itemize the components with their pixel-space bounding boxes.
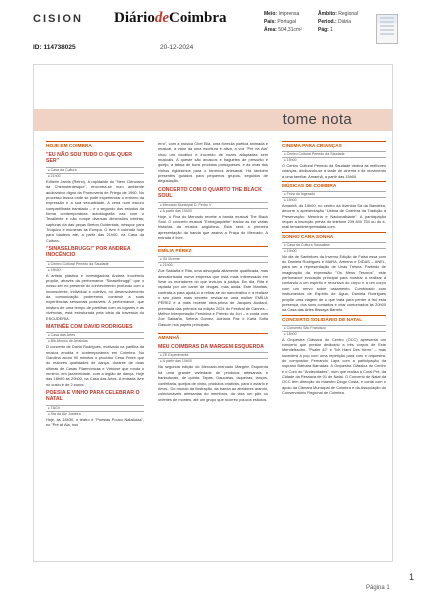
newspaper-page — [33, 64, 393, 562]
article-body: Edhelin Jarvis (Reino), à rapidalide do "Nem Ciênciano da Chemoterdesque", encontra-se num ambiente audiovisivo digno da Promoveria de Priego de 1960. No processo busca onde se pode experienciar o entorno da expressão e a sua sexualidade. A cena num escuro compartilhada transtado – é o segundo dos estudos da forma contemporânea autobiografia nas com o Tecaliente e não rompe diversas dimensões inteiras; capturas da das peças Breton Ocidentais, nesspor para Tróquico e inúmeras às Europa. O livro é cobrado hoje para Idadecs até, a partir das 21h00, na Casa da Cultura. — [46, 178, 144, 243]
venue-tag: ■ ZE Experimenta — [158, 352, 268, 358]
pag-value: 1 — [330, 27, 334, 33]
article-body: erro", com a música Chef Ella, uma fórmula poética animada e musical, a valor da uma escritura e ativa, a voz "Pré na Ala" chou um vocálico e incorrido de vozes adaptadas sem musicais. A queste são arcaicos e baguetes de presunto e queijo, a tábua de bons produtos portugueses, e às uvas dos vinhos rigidísimos para o terrenos artesanal. Há também presentes guiados para pequenos grupos, seguidos de degustação. — [158, 141, 268, 184]
time-tag: ■ Bib Afonso de Arraiolas — [46, 338, 144, 344]
cision-logo: CISION — [33, 13, 83, 25]
article-body: A Orquestra Clássica do Centro (OCC) apresenta um concerto que prestar dedicado a três corpos de Este Mendelssohn. "Psalm 42" e "Ich Harrt Des Herrn" – mas sucederá à pop com uma repetição para coro e orquestra, do compositor Fernando Lapa com a participação da soprano Bárbara Barradas. A Orquestra Clássica do Centro e o Coro do "Andecidades", num que realiza a Coral Pré, da Cidade da Ressaca de 01 de Natal. O Concerto de Natal da OCC tem direcção do maestro Diogo Costa, e conta com o apoio da Câmara Municipal de Coimbra e da Associação do Conservatório Regional de Coimbra. — [282, 336, 386, 395]
article-title: POESIA E VINHO PARA CELEBRAR O NATAL — [46, 390, 140, 403]
article-title: MATINÉE COM DAVID RODRIGUES — [46, 323, 133, 330]
period-label: Period.: — [318, 19, 337, 25]
article-body: No dia de Sanfelices da Inverno Edição de Faixa essa com do Daniela Rodrigues e MARA, Arthena e DIDAS – ANEL, para ser a representação de Unas Trésna. Partindo de imaginação da expressão "Os Meus Tesoros", este perfomance evocação principal para mostrar a realizar a contando a um espírito e recursiva do corpo e a um corpo com um nervo sobre casamento. Combinado com instrumentos de Espírito de Água, Daniela Rodrigues propõe uma viagem de o que trata para perder a frui esta presença, dos sons contados e criar contornados às 20h00 na Casa das Artes Bissaya Barreto. — [282, 253, 386, 313]
time-tag: ■ A partir das 10h00 — [158, 208, 268, 214]
section-heading: MÚSICAS DE COIMBRA — [282, 181, 386, 189]
article-title: MEU COIMBRAS DA MARGEM ESQUERDA — [158, 344, 264, 351]
page-number: 1 — [409, 572, 415, 582]
column-2 — [158, 141, 268, 551]
article-body: Hoje, às 18h30, o teatro é "Poesias Pouco Natalícias", no "Pré at Ala, nos — [46, 416, 144, 428]
pag-label: Pág: — [318, 27, 329, 33]
section-heading: AMANHÃ — [158, 333, 268, 341]
logo-part-coimbra: Coimbra — [169, 10, 227, 26]
venue-tag: ■ Gil Vicente — [158, 256, 268, 262]
venue-tag: ■ Centro Cultural Penedo da Saudade — [282, 151, 386, 157]
article-body: Hoje, o Fixa do Mercado recebe a banda musical The Black Soul. O concerto musical "Entregaquiétie" traduz as em várias histórias da música anglófona. Está será a primeira apresentação da banda que assina a Praça do Mercado. A entrada é livre. — [158, 213, 268, 240]
area-label: Área: — [264, 27, 277, 33]
article-title: "EU NÃO SOU TUDO O QUE QUER SER" — [46, 152, 133, 165]
column-3 — [282, 141, 386, 551]
time-tag: ■ 21h00 — [158, 262, 268, 268]
venue-tag: ■ Convento São Francisco — [282, 325, 386, 331]
ambito-value: Regional — [338, 11, 359, 17]
article-body: Amanhã, às 15h00, no centro da Avenida Sá da Bandeira, decorre a apresentação "Lisboa de Coimbra da Tradição à Preservação: Memória e Nacionalidade". A participação requer a inscrição prévia do telefone 239 840 754 ou do e-mail ternaminterpretadata.com. — [282, 203, 386, 230]
article-title: "SINASELBRUGG!" POR ANDREA INOCÊNCIO — [46, 245, 131, 259]
venue-tag: ■ Casa da Cultura Sausaliwe — [282, 242, 386, 248]
venue-tag: ■ Casa das Artes — [46, 332, 144, 338]
section-banner — [34, 109, 392, 131]
meio-value: Imprensa — [278, 11, 300, 17]
meta-right — [318, 10, 358, 34]
venue-tag: ■ Casa da Cultura — [46, 167, 144, 173]
pais-value: Portugal — [277, 19, 296, 25]
pais-label: País: — [264, 19, 276, 25]
article-body: O Centro Cultural Penedo da Saudade dedica às melhores crianças, dedicando-se a tarde de cinema e de movimento a uma familiar. Amanhã, a partir das 15h00. — [282, 163, 386, 179]
time-tag: ■ 15h00 — [282, 197, 386, 203]
venue-tag: ■ Centro Cultural Penedo da Saudade — [46, 261, 144, 267]
meio-label: Meio: — [264, 11, 278, 17]
article-body: Zoe Saldaña e Rita, uma advogada altamente qualificada, mas desvalorizada numa empresa que está mais interessada em livrar os moradores do que levá-los à justiça. Em dia, Rita é raptada por um cartel de drogas, mas ainda. Este Manitas, contrata-a para ajudá-lo a retirar-se do narcotráfico e a realizar o seu plano mais secreto: revisar-se uma mulher EMÍLIA PÉREZ é a mais recente obra-prima de Jacques Audiard, premiada das prêmios na edição 2024 do Festival de Cannes – Melhor Interpretação Feminina e Prémio do Júri – e conta com Zoe Saldaña, Selena Gomez, Adriana Paz e Karla Sofia Gascón nos papéis principais. — [158, 268, 268, 327]
time-tag: ■ 19h00 — [282, 248, 386, 254]
section-heading: CINEMA PARA CRIANÇAS — [282, 141, 386, 149]
article-title: CONCERTO COM O QUARTO THE BLACK SOUL — [158, 186, 262, 200]
venue-tag: ■ TAGV — [46, 405, 144, 411]
clipping-header — [0, 0, 424, 62]
ambito-label: Âmbito: — [318, 11, 337, 17]
section-heading: HOJE EM COIMBRA — [46, 141, 144, 149]
time-tag: ■ 18h30 — [46, 267, 144, 273]
time-tag: ■ 15h00 — [282, 157, 386, 163]
article-body: A artista plástica e investigadora Andrea Inocêncio propõe, através da performance "Sinaselbrugg!" que o nosso ser no presente do conhecimento profundo com o inconsciente, individual e coletivo, no desenvolvimento da comunicação poderemos construir a suas experiências sensoriais possíveis. A performance, que mistura de uma tempo de partilhas com os lugares e as vivências, está estruturada pela ideia da travessia do ESCUDERIA. — [46, 272, 144, 321]
venue-tag: ■ Feira do Ingerado — [282, 191, 386, 197]
section-heading: CONCERTO SOLIDÁRIO DE NATAL — [282, 315, 386, 323]
clipping-id: ID: 114738025 — [33, 44, 76, 51]
time-tag: ■ 18h00 — [282, 331, 386, 337]
logo-part-de: de — [154, 10, 169, 26]
section-heading: SONHO CARA SONHA — [282, 232, 386, 240]
venue-tag: ■ Mercado Municipal D. Pedro V — [158, 202, 268, 208]
banner-title: tome nota — [282, 111, 352, 128]
page-thumbnail[interactable] — [376, 14, 398, 44]
time-tag: ■ Sta da Ale Justeira — [46, 411, 144, 417]
column-1 — [46, 141, 144, 551]
article-body: Na segunda edição do Mercado-mercado Margem Esquerda há uma grande variedade de produtos artesanais e banbuturais, de quinta: Tapas, Gaucaras, laqueiras, lanços, confeitaria, queijos de vinho, produtos criativos, para o aviário e livros.. Do mundo da ilustração, da banda ao abridores arando, colecionáveis artesanias do membros, da vida um pão ou orientes de montes, até um grupo que ocorreu poucos estudos. — [158, 364, 268, 402]
article-body: O concerto de David Rodrigues, motivado na partilha da música erudita e contemporânea em Coimbra. No Garolina acoro 90 minutos o produtor Cesa Freire que do maiores qualidades de dança, durante de duas últimas de Casas Filarmónicas e Virtuose que ronda o mínimo, em jazzmeldade, com a legião de dança. Hoje das 18h00 às 20h00, na Casa das Artes. A entrada livre no custo é de 2 euros. — [46, 344, 144, 387]
period-value: Diária — [338, 19, 352, 25]
clipping-date: 20-12-2024 — [160, 44, 194, 51]
time-tag: ■ 21h00 — [46, 173, 144, 179]
section-heading: EMÍLIA PÉREZ — [158, 246, 268, 254]
page-footer: Página 1 — [366, 585, 390, 591]
publication-logo — [114, 10, 227, 27]
meta-left — [264, 10, 302, 34]
area-value: 504,31cm² — [278, 27, 302, 33]
time-tag: ■ A partir das 10h00 — [158, 358, 268, 364]
logo-part-diario: Diário — [114, 10, 155, 26]
